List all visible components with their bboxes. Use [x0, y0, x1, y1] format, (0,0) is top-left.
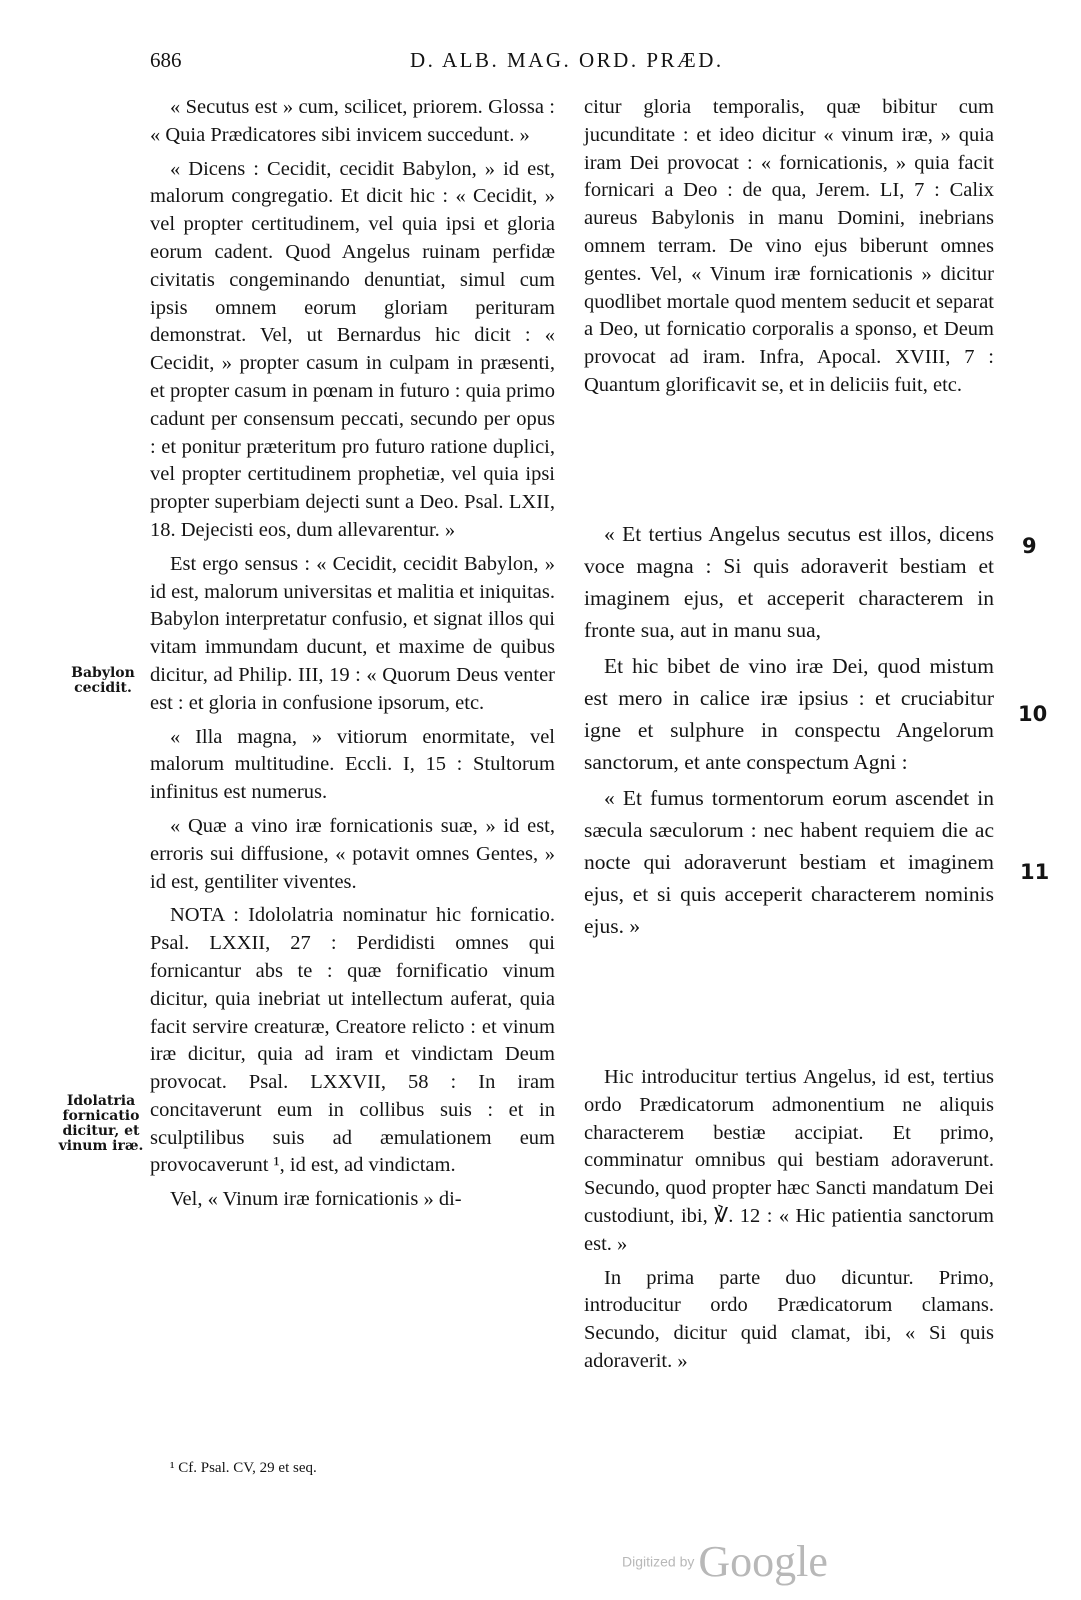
verse-text: « Et tertius Angelus secutus est illos, dicens voce magna : Si quis adoraverit bestiam et imaginem ejus, et acceperit characterem in fronte sua, aut in manu sua, [584, 522, 994, 642]
paragraph: « Quæ a vino iræ fornicationis suæ, » id est, erroris sui diffusione, « potavit omnes Gentes, » id est, gentiliter viventes. [150, 814, 555, 893]
paragraph: citur gloria temporalis, quæ bibitur cum jucunditate : et ideo dicitur « vinum iræ, » quia iram Dei provocat : « fornicationis, » quia facit fornicari a Deo : de qua, Jerem. LI, 7 : Calix aureus Babylonis in manu Domini, inebrians omnem terram. De vino ejus biberunt omnes gentes. Vel, « Vinum iræ fornicationis » dicitur quodlibet mortale quod mentem seducit et separat a Deo, ut fornicatio corporalis a sponso, et Deum provocat ad iram. Infra, Apocal. XVIII, 7 : Quantum glorificavit se, et in deliciis fuit, etc. [584, 96, 994, 396]
margin-note-idololatria: Idolatria fornicatio dicitur, et vinum iræ. [58, 1093, 144, 1154]
scripture-verses [584, 518, 994, 946]
paragraph: « Illa magna, » vitiorum enormitate, vel malorum multitudine. Eccli. I, 15 : Stultorum infinitus est numerus. [150, 725, 555, 804]
verse-number: 9 [1022, 534, 1037, 558]
verse-text: Et hic bibet de vino iræ Dei, quod mistum est mero in calice iræ ipsius : et cruciabitur igne et sulphure in conspectu Angelorum sanctorum, et ante conspectum Agni : [584, 654, 994, 774]
paragraph: Vel, « Vinum iræ fornicationis » di- [170, 1188, 462, 1211]
watermark-prefix: Digitized by [622, 1553, 695, 1570]
digitized-by-google-watermark [622, 1536, 828, 1587]
paragraph: In prima parte duo dicuntur. Primo, introducitur ordo Prædicatorum clamans. Secundo, dicitur quid clamat, ibi, « Si quis adoraverit. » [584, 1266, 994, 1372]
running-header [0, 48, 1081, 78]
left-column [150, 94, 555, 1220]
google-logo: Google [698, 1537, 828, 1586]
margin-note-babylon: Babylon cecidit. [71, 665, 135, 696]
paragraph: « Secutus est » cum, scilicet, priorem. Glossa : « Quia Prædicatores sibi invicem succedunt. » [150, 96, 555, 146]
paragraph: « Dicens : Cecidit, cecidit Babylon, » id est, malorum congregatio. Et dicit hic : « Cecidit, » vel propter certitudinem, vel quia ipsi et gloria eorum cadent. Quod Angelus ruinam perfidæ civitatis congeminando denuntiat, simul cum ipsis omnem eorum gloriam perituram demonstrat. Vel, ut Bernardus hic dicit : « Cecidit, » propter casum in culpam in præsenti, et propter casum in pœnam in futuro : quia primo cadunt per consensum peccati, secundo per opus : et ponitur præteritum pro futuro ratione duplici, vel propter certitudinem prophetiæ, vel quia ipsi propter superbiam dejecti sunt a Deo. Psal. LXII, 18. Dejecisti eos, dum allevarentur. » [150, 157, 555, 541]
footnote: ¹ Cf. Psal. CV, 29 et seq. [170, 1460, 317, 1476]
page-number: 686 [150, 48, 182, 72]
paragraph: NOTA : Idololatria nominatur hic fornicatio. Psal. LXXII, 27 : Perdidisti omnes qui fornicantur abs te : quæ fornificatio vinum dicitur, quia inebriat ut intellectum auferat, quia facit servire creaturæ, Creatore relicto : et vinum iræ dicitur, quia ad iram et vindictam Deum provocat. Psal. LXXVII, 58 : In iram concitaverunt eum in collibus suis : et in sculptilibus suis ad æmulationem eum provocaverunt ¹, id est, ad vindictam. [150, 904, 555, 1177]
right-column-commentary [584, 94, 994, 400]
running-title: D. ALB. MAG. ORD. PRÆD. [410, 48, 724, 72]
verse-text: « Et fumus tormentorum eorum ascendet in sæcula sæculorum : nec habent requiem die ac nocte qui adoraverunt bestiam et imaginem ejus, et si quis acceperit characterem nominis ejus. » [584, 786, 994, 938]
paragraph: Est ergo sensus : « Cecidit, cecidit Babylon, » id est, malorum universitas et malitia et iniquitas. Babylon interpretatur confusio, et signat illos qui vitam immundam ducunt, et maxime de quibus dicitur, ad Philip. III, 19 : « Quorum Deus venter est : et gloria in confusione ipsorum, etc. [150, 552, 555, 714]
verse-number: 11 [1020, 860, 1050, 884]
verse-number: 10 [1018, 702, 1048, 726]
paragraph: Hic introducitur tertius Angelus, id est, tertius ordo Prædicatorum admonentium ne aliquis characterem bestiæ accipiat. Et primo, comminatur omnibus qui bestiam adoraverunt. Secundo, quod propter hæc Sancti mandatum Dei custodiunt, ibi, ℣. 12 : « Hic patientia sanctorum est. » [584, 1066, 994, 1255]
right-column-exposition [584, 1064, 994, 1382]
